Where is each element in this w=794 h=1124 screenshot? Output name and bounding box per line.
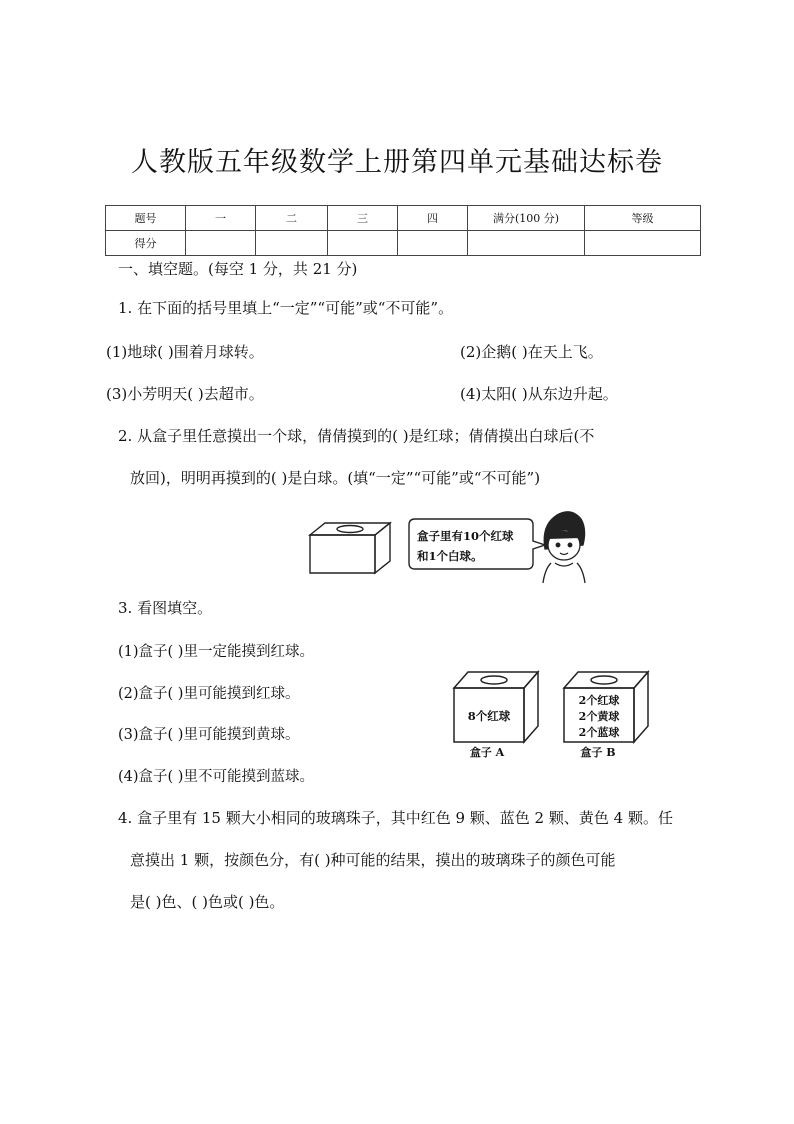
question-1-stem: 1. 在下面的括号里填上“一定”“可能”或“不可能”。: [118, 299, 454, 317]
mystery-box-drawing: [310, 523, 390, 573]
question-4-line-2: 意摸出 1 颗，按颜色分，有( )种可能的结果，摸出的玻璃珠子的颜色可能: [130, 851, 616, 869]
section-heading: 一、填空题。(每空 1 分，共 21 分): [118, 260, 358, 278]
question-4-line-1: 4. 盒子里有 15 颗大小相同的玻璃珠子，其中红色 9 颗、蓝色 2 颗、黄色 4 颗。任: [118, 809, 673, 827]
question-2-illustration: [305, 505, 595, 585]
question-1-item-1: (1)地球( )围着月球转。: [106, 343, 264, 361]
score-row-label: 得分: [106, 231, 186, 256]
score-table-header-row: [106, 206, 701, 231]
question-3-item-3: (3)盒子( )里可能摸到黄球。: [118, 727, 300, 743]
score-input-cell[interactable]: [585, 231, 701, 256]
box-a-contents: 8个红球: [467, 709, 511, 723]
box-b-contents-line-2: 2个黄球: [578, 710, 620, 723]
score-input-cell[interactable]: [186, 231, 256, 256]
speech-bubble-line-1: 盒子里有10个红球: [417, 529, 514, 543]
score-header-cell: 二: [256, 206, 328, 231]
score-table-score-row: [106, 231, 701, 256]
score-input-cell[interactable]: [256, 231, 328, 256]
score-header-cell: 四: [398, 206, 468, 231]
score-input-cell[interactable]: [468, 231, 585, 256]
box-b-contents-line-3: 2个蓝球: [578, 726, 620, 739]
page-title: 人教版五年级数学上册第四单元基础达标卷: [131, 147, 663, 178]
boy-drawing: [543, 512, 585, 583]
question-2-line-2: 放回)，明明再摸到的( )是白球。(填“一定”“可能”或“不可能”): [130, 469, 541, 487]
score-header-cell: 三: [328, 206, 398, 231]
score-header-cell: 满分(100 分): [468, 206, 585, 231]
question-1-item-3: (3)小芳明天( )去超市。: [106, 385, 264, 403]
speech-bubble-line-2: 和1个白球。: [417, 549, 483, 563]
score-header-cell: 题号: [106, 206, 186, 231]
question-3-item-4: (4)盒子( )里不可能摸到蓝球。: [118, 769, 314, 785]
score-header-cell: 一: [186, 206, 256, 231]
score-header-cell: 等级: [585, 206, 701, 231]
question-3-item-1: (1)盒子( )里一定能摸到红球。: [118, 644, 314, 660]
question-1-item-2: (2)企鹅( )在天上飞。: [460, 343, 603, 361]
question-1-item-4: (4)太阳( )从东边升起。: [460, 385, 618, 403]
box-a-drawing: [454, 672, 538, 742]
question-4-line-3: 是( )色、( )色或( )色。: [130, 893, 285, 911]
box-b-label: 盒子 B: [580, 746, 616, 759]
box-b-contents-line-1: 2个红球: [578, 694, 620, 707]
question-3-item-2: (2)盒子( )里可能摸到红球。: [118, 686, 300, 702]
score-table: [105, 205, 701, 256]
score-input-cell[interactable]: [398, 231, 468, 256]
question-3-stem: 3. 看图填空。: [118, 599, 213, 617]
question-2-line-1: 2. 从盒子里任意摸出一个球，倩倩摸到的( )是红球；倩倩摸出白球后(不: [118, 427, 595, 445]
score-input-cell[interactable]: [328, 231, 398, 256]
box-a-label: 盒子 A: [469, 746, 505, 759]
